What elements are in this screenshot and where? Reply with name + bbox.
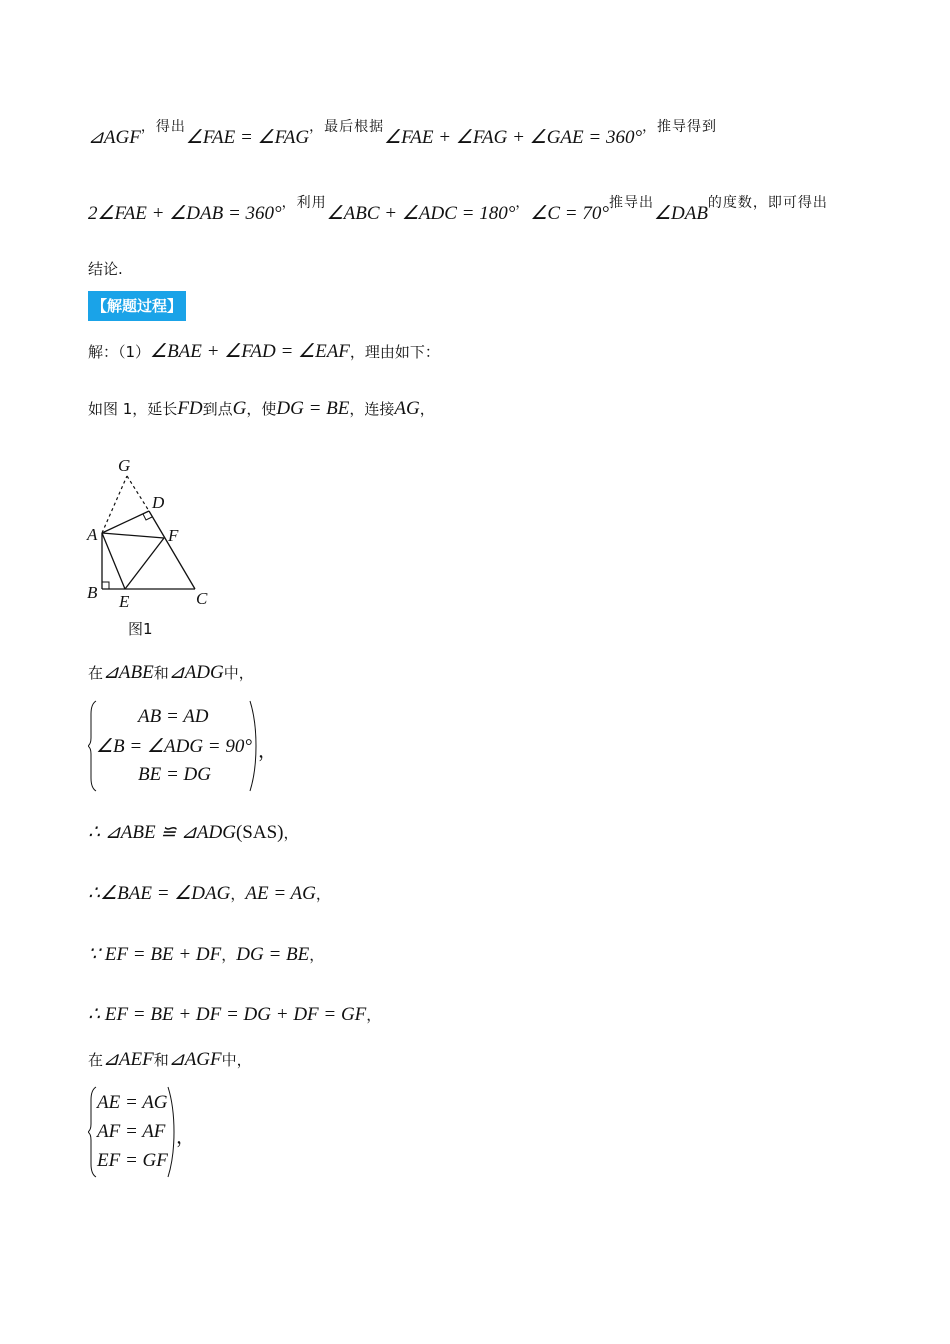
text: ，得出 <box>140 119 186 135</box>
text: 中， <box>223 664 254 682</box>
math: DG = BE <box>236 944 310 965</box>
segment-ae <box>102 533 125 589</box>
text: 的度数，即可得出 <box>707 195 828 211</box>
text: 推导出 <box>608 195 654 211</box>
math-paren: (SAS) <box>235 822 284 843</box>
text: ， <box>309 946 325 964</box>
text: ， <box>283 824 299 842</box>
solution-line-7 <box>88 1003 381 1026</box>
segment-af <box>102 533 164 538</box>
text: 和 <box>153 664 169 682</box>
math: ∠FAE = ∠FAG <box>185 127 310 148</box>
math: ∠ABC + ∠ADC = 180° <box>326 203 516 224</box>
text: ，连接 <box>349 400 395 418</box>
math: ⊿ABE <box>103 662 154 683</box>
right-paren <box>248 700 258 792</box>
hint-line-1 <box>88 119 718 149</box>
solution-line-6 <box>88 943 324 966</box>
case-row: AB = AD <box>138 706 209 727</box>
text: 到点 <box>202 400 233 418</box>
math: 2∠FAE + ∠DAB = 360° <box>88 203 282 224</box>
math: ⊿AGF <box>168 1049 222 1070</box>
solution-line-3 <box>88 661 254 684</box>
label-c: C <box>196 589 208 608</box>
solution-line-8 <box>88 1048 252 1071</box>
math: ∠DAB <box>653 203 708 224</box>
segment-ef <box>125 538 164 589</box>
math: ⊿ADG <box>168 662 224 683</box>
side-cd <box>149 511 195 589</box>
text: ，理由如下： <box>349 343 440 361</box>
label-a: A <box>87 525 98 544</box>
text: ， <box>221 946 237 964</box>
right-paren <box>166 1086 176 1178</box>
text: ， <box>230 885 246 903</box>
text: ， <box>315 885 331 903</box>
math: ∴ EF = BE + DF = DG + DF = GF <box>88 1004 367 1025</box>
math: ⊿AGF <box>88 127 141 148</box>
math: ∠FAE + ∠FAG + ∠GAE = 360° <box>384 127 643 148</box>
math: G <box>232 398 247 419</box>
case-row: AE = AG <box>97 1092 168 1113</box>
text: ， <box>515 195 531 211</box>
case-row: AF = AF <box>97 1121 166 1142</box>
solution-line-4 <box>88 821 299 844</box>
hint-line-3: 结论. <box>88 260 123 278</box>
text: ，推导得到 <box>642 119 718 135</box>
text: 和 <box>153 1051 169 1069</box>
equation-system-1 <box>88 700 278 792</box>
section-tag: 【解题过程】 <box>88 291 186 321</box>
math: ∠C = 70° <box>530 203 609 224</box>
text: 中， <box>221 1051 252 1069</box>
text: ，利用 <box>281 195 327 211</box>
dashed-line-ag <box>102 476 127 533</box>
side-da <box>102 511 149 533</box>
hint-line-2 <box>88 195 828 225</box>
solution-line-2 <box>88 398 435 420</box>
case-row: BE = DG <box>138 764 211 785</box>
text: 在 <box>88 1051 104 1069</box>
case-row: ∠B = ∠ADG = 90° <box>96 736 252 757</box>
math: AE = AG <box>245 883 316 904</box>
comma: ， <box>176 1127 196 1148</box>
text: ， <box>419 400 435 418</box>
text: ， <box>366 1006 382 1024</box>
math: ∠BAE + ∠FAD = ∠EAF <box>150 341 350 362</box>
math: DG = BE <box>276 398 350 419</box>
solution-line-5 <box>88 882 331 905</box>
label-d: D <box>152 493 165 512</box>
figure-caption: 图1 <box>128 620 153 638</box>
dashed-line-gd <box>127 476 149 511</box>
math: FD <box>177 398 203 419</box>
text: 在 <box>88 664 104 682</box>
math: ⊿AEF <box>103 1049 154 1070</box>
right-angle-mark-b <box>102 582 109 589</box>
solution-line-1 <box>88 340 440 363</box>
text: ，使 <box>246 400 277 418</box>
geometry-figure <box>80 450 230 615</box>
label-f: F <box>168 526 179 545</box>
math: ∴ ⊿ABE ≌ ⊿ADG <box>88 822 236 843</box>
label-g: G <box>118 456 131 475</box>
math: AG <box>394 398 420 419</box>
equation-system-2 <box>88 1086 196 1178</box>
label-e: E <box>119 592 130 611</box>
label-b: B <box>87 583 98 602</box>
text: 如图 1，延长 <box>88 400 178 418</box>
comma: ， <box>258 741 278 762</box>
text: 解：（1） <box>88 343 151 361</box>
math: ∵ EF = BE + DF <box>88 944 222 965</box>
math: ∴∠BAE = ∠DAG <box>88 883 231 904</box>
text: ，最后根据 <box>309 119 385 135</box>
case-row: EF = GF <box>97 1150 168 1171</box>
